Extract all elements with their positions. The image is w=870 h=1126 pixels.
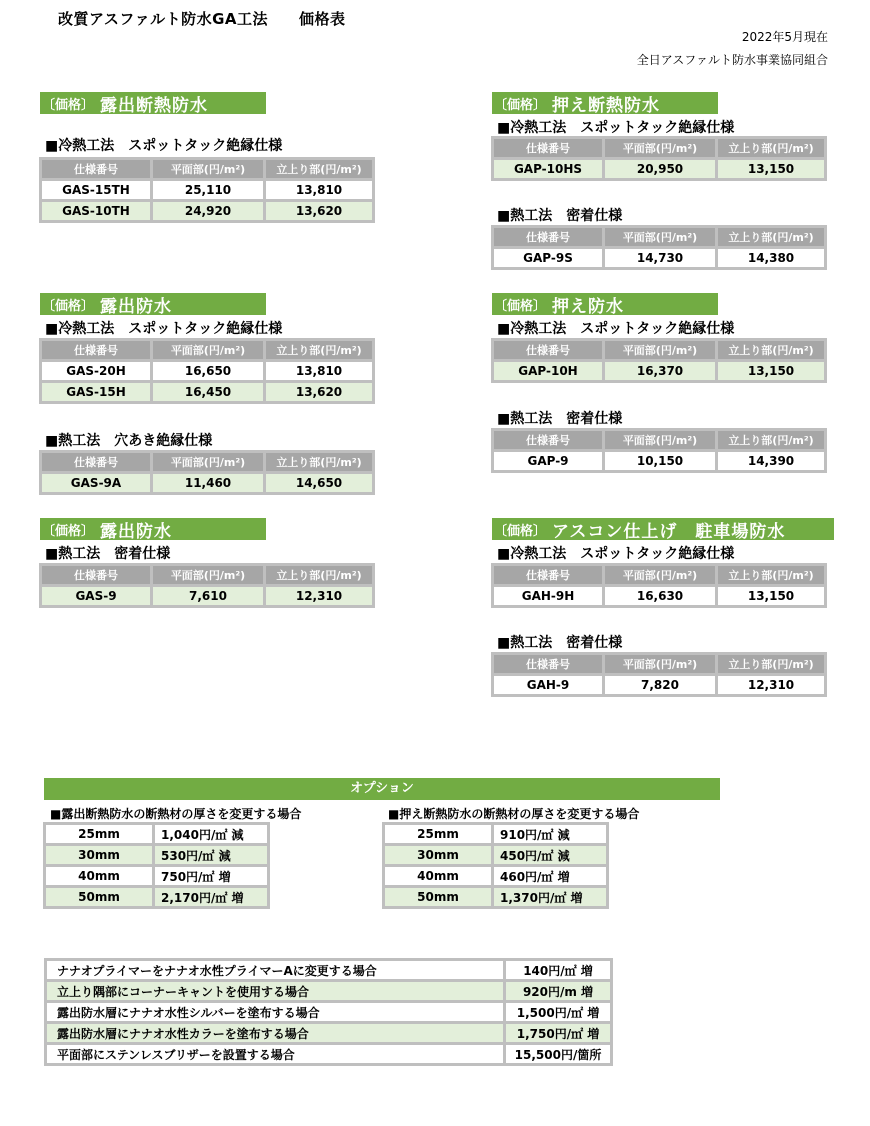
thickness: 25mm xyxy=(46,825,152,843)
subsection-label: ■冷熱工法 スポットタック絶縁仕様 xyxy=(497,120,735,136)
col-header-flat: 平面部(円/m²) xyxy=(153,160,263,178)
table-row xyxy=(42,202,372,220)
spec-code: GAH-9 xyxy=(494,676,602,694)
col-header-flat: 平面部(円/m²) xyxy=(605,228,715,246)
flat-price: 25,110 xyxy=(153,181,263,199)
flat-price: 7,610 xyxy=(153,587,263,605)
col-header-upright: 立上り部(円/m²) xyxy=(266,453,372,471)
section-prefix: 〔価格〕 xyxy=(494,523,547,539)
price-table xyxy=(491,563,827,608)
table-row xyxy=(42,587,372,605)
col-header-upright: 立上り部(円/m²) xyxy=(718,566,824,584)
extra-description: 平面部にステンレスブリザーを設置する場合 xyxy=(47,1045,503,1063)
section-title: 露出防水 xyxy=(100,296,173,317)
col-header-spec: 仕様番号 xyxy=(494,431,602,449)
subsection-label: ■冷熱工法 スポットタック絶縁仕様 xyxy=(45,321,283,337)
price-change: 2,170円/㎡ 増 xyxy=(155,888,267,906)
subsection-label: ■熱工法 穴あき絶縁仕様 xyxy=(45,433,213,449)
flat-price: 16,370 xyxy=(605,362,715,380)
section-prefix: 〔価格〕 xyxy=(42,523,95,539)
col-header-upright: 立上り部(円/m²) xyxy=(718,655,824,673)
price-change: 460円/㎡ 増 xyxy=(494,867,606,885)
table-row xyxy=(385,846,606,864)
table-row xyxy=(47,1024,610,1042)
spec-code: GAS-9 xyxy=(42,587,150,605)
subsection-label: ■冷熱工法 スポットタック絶縁仕様 xyxy=(497,321,735,337)
flat-price: 11,460 xyxy=(153,474,263,492)
upright-price: 13,150 xyxy=(718,160,824,178)
col-header-flat: 平面部(円/m²) xyxy=(153,341,263,359)
flat-price: 16,630 xyxy=(605,587,715,605)
thickness: 40mm xyxy=(385,867,491,885)
extras-table xyxy=(44,958,613,1066)
col-header-spec: 仕様番号 xyxy=(494,566,602,584)
price-table xyxy=(491,652,827,697)
table-row xyxy=(494,362,824,380)
table-row xyxy=(42,181,372,199)
flat-price: 14,730 xyxy=(605,249,715,267)
spec-code: GAP-10HS xyxy=(494,160,602,178)
thickness: 30mm xyxy=(385,846,491,864)
col-header-spec: 仕様番号 xyxy=(494,341,602,359)
table-row xyxy=(494,160,824,178)
col-header-flat: 平面部(円/m²) xyxy=(605,431,715,449)
upright-price: 13,150 xyxy=(718,587,824,605)
flat-price: 20,950 xyxy=(605,160,715,178)
extra-description: 露出防水層にナナオ水性シルバーを塗布する場合 xyxy=(47,1003,503,1021)
table-row xyxy=(46,867,267,885)
extra-price: 15,500円/箇所 xyxy=(506,1045,610,1063)
spec-code: GAS-15H xyxy=(42,383,150,401)
extra-price: 1,500円/㎡ 増 xyxy=(506,1003,610,1021)
upright-price: 14,380 xyxy=(718,249,824,267)
col-header-upright: 立上り部(円/m²) xyxy=(718,341,824,359)
thickness: 50mm xyxy=(385,888,491,906)
table-row xyxy=(47,982,610,1000)
col-header-flat: 平面部(円/m²) xyxy=(605,566,715,584)
date-label: 2022年5月現在 xyxy=(741,30,828,44)
upright-price: 13,620 xyxy=(266,383,372,401)
section-header-exposed-2 xyxy=(40,518,266,540)
spec-code: GAS-20H xyxy=(42,362,150,380)
col-header-spec: 仕様番号 xyxy=(494,139,602,157)
upright-price: 14,650 xyxy=(266,474,372,492)
price-table xyxy=(491,136,827,181)
spec-code: GAP-10H xyxy=(494,362,602,380)
upright-price: 12,310 xyxy=(718,676,824,694)
spec-code: GAH-9H xyxy=(494,587,602,605)
section-header-exposed-insulated xyxy=(40,92,266,114)
section-prefix: 〔価格〕 xyxy=(494,97,547,113)
page-title: 改質アスファルト防水GA工法 価格表 xyxy=(58,10,346,28)
col-header-upright: 立上り部(円/m²) xyxy=(266,566,372,584)
table-row xyxy=(46,846,267,864)
options-right-label: ■押え断熱防水の断熱材の厚さを変更する場合 xyxy=(388,807,640,821)
col-header-upright: 立上り部(円/m²) xyxy=(266,160,372,178)
table-row xyxy=(494,587,824,605)
col-header-upright: 立上り部(円/m²) xyxy=(718,139,824,157)
upright-price: 13,810 xyxy=(266,181,372,199)
thickness: 25mm xyxy=(385,825,491,843)
col-header-spec: 仕様番号 xyxy=(42,341,150,359)
col-header-upright: 立上り部(円/m²) xyxy=(718,431,824,449)
price-table xyxy=(491,225,827,270)
col-header-upright: 立上り部(円/m²) xyxy=(718,228,824,246)
price-table xyxy=(39,157,375,223)
price-change: 910円/㎡ 減 xyxy=(494,825,606,843)
col-header-flat: 平面部(円/m²) xyxy=(605,655,715,673)
extra-price: 140円/㎡ 増 xyxy=(506,961,610,979)
section-title: 押え防水 xyxy=(552,296,625,317)
section-prefix: 〔価格〕 xyxy=(494,298,547,314)
table-row xyxy=(46,825,267,843)
subsection-label: ■熱工法 密着仕様 xyxy=(45,546,171,562)
upright-price: 12,310 xyxy=(266,587,372,605)
thickness: 40mm xyxy=(46,867,152,885)
options-left-table xyxy=(43,822,270,909)
extra-price: 920円/m 増 xyxy=(506,982,610,1000)
options-header: オプション xyxy=(44,778,720,800)
table-row xyxy=(385,867,606,885)
thickness: 30mm xyxy=(46,846,152,864)
col-header-spec: 仕様番号 xyxy=(494,655,602,673)
price-table xyxy=(39,450,375,495)
price-table xyxy=(491,428,827,473)
price-table xyxy=(39,563,375,608)
col-header-flat: 平面部(円/m²) xyxy=(153,453,263,471)
section-title: 押え断熱防水 xyxy=(552,95,661,116)
upright-price: 13,150 xyxy=(718,362,824,380)
col-header-flat: 平面部(円/m²) xyxy=(153,566,263,584)
subsection-label: ■熱工法 密着仕様 xyxy=(497,411,623,427)
section-title: 露出防水 xyxy=(100,521,173,542)
table-row xyxy=(494,452,824,470)
spec-code: GAS-15TH xyxy=(42,181,150,199)
table-row xyxy=(494,676,824,694)
section-header-protected-insulated xyxy=(492,92,718,114)
table-row xyxy=(47,1003,610,1021)
col-header-spec: 仕様番号 xyxy=(42,453,150,471)
table-row xyxy=(46,888,267,906)
price-table xyxy=(39,338,375,404)
upright-price: 13,810 xyxy=(266,362,372,380)
col-header-spec: 仕様番号 xyxy=(42,566,150,584)
spec-code: GAS-9A xyxy=(42,474,150,492)
extra-description: ナナオプライマーをナナオ水性プライマーAに変更する場合 xyxy=(47,961,503,979)
table-row xyxy=(385,825,606,843)
col-header-flat: 平面部(円/m²) xyxy=(605,139,715,157)
flat-price: 16,650 xyxy=(153,362,263,380)
table-row xyxy=(47,961,610,979)
section-header-asphalt-parking xyxy=(492,518,834,540)
upright-price: 13,620 xyxy=(266,202,372,220)
price-change: 750円/㎡ 増 xyxy=(155,867,267,885)
extra-price: 1,750円/㎡ 増 xyxy=(506,1024,610,1042)
col-header-flat: 平面部(円/m²) xyxy=(605,341,715,359)
options-right-table xyxy=(382,822,609,909)
flat-price: 16,450 xyxy=(153,383,263,401)
spec-code: GAS-10TH xyxy=(42,202,150,220)
subsection-label: ■冷熱工法 スポットタック絶縁仕様 xyxy=(497,546,735,562)
section-prefix: 〔価格〕 xyxy=(42,298,95,314)
section-header-protected xyxy=(492,293,718,315)
extra-description: 立上り隅部にコーナーキャントを使用する場合 xyxy=(47,982,503,1000)
spec-code: GAP-9S xyxy=(494,249,602,267)
flat-price: 24,920 xyxy=(153,202,263,220)
col-header-spec: 仕様番号 xyxy=(42,160,150,178)
col-header-spec: 仕様番号 xyxy=(494,228,602,246)
col-header-upright: 立上り部(円/m²) xyxy=(266,341,372,359)
thickness: 50mm xyxy=(46,888,152,906)
price-table xyxy=(491,338,827,383)
subsection-label: ■冷熱工法 スポットタック絶縁仕様 xyxy=(45,138,283,154)
extra-description: 露出防水層にナナオ水性カラーを塗布する場合 xyxy=(47,1024,503,1042)
section-title: アスコン仕上げ 駐車場防水 xyxy=(552,521,786,542)
price-change: 1,040円/㎡ 減 xyxy=(155,825,267,843)
table-row xyxy=(42,362,372,380)
table-row xyxy=(47,1045,610,1063)
table-row xyxy=(385,888,606,906)
section-title: 露出断熱防水 xyxy=(100,95,209,116)
upright-price: 14,390 xyxy=(718,452,824,470)
subsection-label: ■熱工法 密着仕様 xyxy=(497,208,623,224)
price-change: 530円/㎡ 減 xyxy=(155,846,267,864)
table-row xyxy=(42,383,372,401)
spec-code: GAP-9 xyxy=(494,452,602,470)
price-change: 450円/㎡ 減 xyxy=(494,846,606,864)
table-row xyxy=(42,474,372,492)
price-change: 1,370円/㎡ 増 xyxy=(494,888,606,906)
options-left-label: ■露出断熱防水の断熱材の厚さを変更する場合 xyxy=(50,807,302,821)
flat-price: 10,150 xyxy=(605,452,715,470)
table-row xyxy=(494,249,824,267)
organization-name: 全日アスファルト防水事業協同組合 xyxy=(636,53,828,67)
section-header-exposed xyxy=(40,293,266,315)
subsection-label: ■熱工法 密着仕様 xyxy=(497,635,623,651)
flat-price: 7,820 xyxy=(605,676,715,694)
section-prefix: 〔価格〕 xyxy=(42,97,95,113)
